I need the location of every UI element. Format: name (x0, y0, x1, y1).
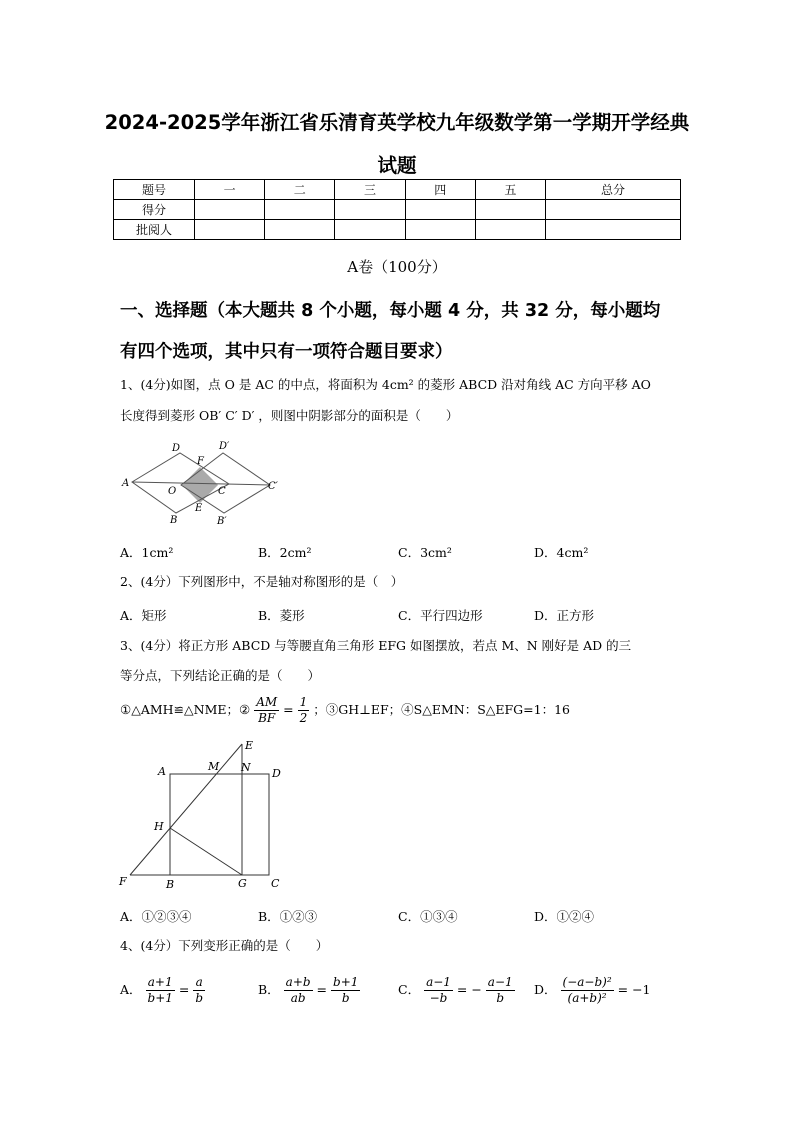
label-e: E (195, 503, 203, 514)
score-cell[interactable] (265, 220, 335, 240)
exam-title-line1: 2024-2025学年浙江省乐清育英学校九年级数学第一学期开学经典 (104, 111, 690, 134)
q2-option-b[interactable]: B．菱形 (258, 608, 305, 623)
fraction (561, 975, 614, 1006)
label-n: N (241, 761, 251, 774)
q3-square-triangle-figure (115, 737, 295, 892)
q3-conclusions (120, 695, 570, 726)
q1-option-b[interactable]: B．2cm² (258, 545, 312, 560)
label-f: F (119, 875, 127, 888)
q2-text: 2、(4分）下列图形中，不是轴对称图形的是（ ） (120, 574, 404, 589)
fraction-numerator: AM (256, 695, 278, 709)
q4-options (120, 975, 685, 1015)
q1-rhombus-figure (118, 436, 288, 528)
q3-text-line2: 等分点，下列结论正确的是（ ） (120, 668, 321, 683)
score-header-cell: 四 (405, 180, 475, 200)
equals-minus-one: = −1 (617, 982, 651, 997)
score-cell[interactable] (335, 200, 405, 220)
score-table-row (114, 220, 681, 240)
fraction-denominator: −b (429, 991, 448, 1005)
score-cell[interactable] (475, 220, 545, 240)
fraction-denominator: BF (258, 711, 276, 725)
line-hg (170, 828, 242, 875)
option-label: A． (120, 982, 142, 997)
volume-label: A卷（100分） (347, 258, 447, 276)
fraction-numerator: a (193, 975, 205, 991)
fraction-denominator: b (496, 991, 505, 1005)
label-c-prime: C′ (268, 481, 278, 492)
equals-sign: = (178, 982, 190, 997)
score-header-cell: 二 (265, 180, 335, 200)
score-header-cell: 五 (475, 180, 545, 200)
q3-option-d[interactable]: D．①②④ (534, 909, 595, 924)
label-h: H (154, 820, 164, 833)
q3-conclusion-3-4: ；③GH⊥EF；④S△EMN：S△EFG=1：16 (313, 702, 570, 717)
equals-minus-sign: = − (456, 982, 482, 997)
fraction-denominator: (a+b)² (567, 991, 607, 1005)
label-f: F (197, 456, 204, 467)
score-cell[interactable] (195, 200, 265, 220)
fraction-numerator: a−1 (426, 975, 451, 989)
score-header-cell: 一 (195, 180, 265, 200)
score-table-row (114, 200, 681, 220)
q2-option-c[interactable]: C．平行四边形 (398, 608, 483, 623)
fraction-numerator: a−1 (487, 975, 513, 989)
label-a: A (122, 478, 130, 489)
option-label: C． (398, 982, 421, 997)
q3-option-b[interactable]: B．①②③ (258, 909, 318, 924)
option-label: B． (258, 982, 280, 997)
fraction (486, 975, 515, 1006)
score-header-cell: 总分 (546, 180, 681, 200)
q4-option-a[interactable] (120, 975, 205, 1006)
score-cell[interactable] (405, 220, 475, 240)
option-label: D． (534, 982, 557, 997)
exam-title-line2: 试题 (377, 154, 417, 177)
fraction-one-half (298, 695, 310, 726)
label-c: C (218, 486, 226, 497)
score-cell[interactable] (546, 220, 681, 240)
q1-text-line1: 1、(4分)如图，点 O 是 AC 的中点，将面积为 4cm² 的菱形 ABCD 沿对角线 AC 方向平移 AO (120, 377, 651, 392)
q3-option-c[interactable]: C．①③④ (398, 909, 458, 924)
fraction-numerator: a+b (285, 975, 311, 989)
score-table (113, 179, 681, 240)
fraction (193, 975, 205, 1006)
label-o: O (168, 486, 177, 497)
score-cell[interactable] (335, 220, 405, 240)
equals-sign: = (316, 982, 328, 997)
fraction (331, 975, 360, 1006)
label-d: D (272, 767, 281, 780)
q4-text: 4、(4分）下列变形正确的是（ ） (120, 938, 329, 953)
score-table-header-row (114, 180, 681, 200)
label-b: B (166, 878, 175, 891)
score-row-label: 批阅人 (114, 220, 195, 240)
q3-options (120, 907, 685, 925)
equals-sign: = (283, 702, 294, 717)
fraction-numerator: b+1 (333, 975, 359, 989)
section-heading-line2: 有四个选项，其中只有一项符合题目要求） (120, 342, 453, 362)
score-header-cell: 三 (335, 180, 405, 200)
fraction-denominator: 2 (299, 711, 308, 725)
fraction-numerator: 1 (299, 695, 308, 709)
label-d-prime: D′ (219, 441, 230, 452)
score-cell[interactable] (405, 200, 475, 220)
label-e: E (245, 739, 254, 752)
fraction (284, 975, 313, 1006)
fraction (146, 975, 175, 1006)
q4-option-b[interactable] (258, 975, 360, 1006)
score-cell[interactable] (475, 200, 545, 220)
q3-option-a[interactable]: A．①②③④ (120, 909, 192, 924)
label-g: G (238, 877, 247, 890)
score-row-label: 得分 (114, 200, 195, 220)
fraction-denominator: b+1 (147, 991, 173, 1005)
fraction-am-bf (254, 695, 279, 726)
section-heading-line1: 一、选择题（本大题共 8 个小题，每小题 4 分，共 32 分，每小题均 (120, 301, 661, 321)
fraction-denominator: b (341, 991, 350, 1005)
label-b-prime: B′ (217, 516, 227, 527)
q2-options (120, 606, 685, 624)
line-fe (130, 744, 242, 875)
fraction-numerator: (−a−b)² (562, 975, 612, 989)
score-cell[interactable] (195, 220, 265, 240)
score-header-cell: 题号 (114, 180, 195, 200)
fraction-denominator: b (195, 991, 204, 1005)
fraction (424, 975, 453, 1006)
label-d: D (172, 443, 181, 454)
q1-text-line2: 长度得到菱形 OB′ C′ D′ ，则图中阴影部分的面积是（ ） (120, 408, 459, 423)
fraction-denominator: ab (290, 991, 306, 1005)
q2-option-a[interactable]: A．矩形 (120, 608, 167, 623)
q2-option-d[interactable]: D．正方形 (534, 608, 595, 623)
score-cell[interactable] (265, 200, 335, 220)
q1-option-d[interactable]: D．4cm² (534, 545, 589, 560)
score-cell[interactable] (546, 200, 681, 220)
q1-option-c[interactable]: C．3cm² (398, 545, 452, 560)
q1-options (120, 543, 685, 561)
label-b: B (170, 515, 178, 526)
q3-text-line1: 3、(4分）将正方形 ABCD 与等腰直角三角形 EFG 如图摆放，若点 M、N 刚好是 AD 的三 (120, 638, 632, 653)
q4-option-d[interactable] (534, 975, 651, 1006)
label-m: M (208, 760, 220, 773)
q3-conclusion-1: ①△AMH≌△NME；② (120, 702, 251, 717)
q4-option-c[interactable] (398, 975, 515, 1006)
q1-option-a[interactable]: A．1cm² (120, 545, 174, 560)
label-c: C (271, 877, 280, 890)
fraction-numerator: a+1 (146, 975, 175, 991)
label-a: A (158, 765, 166, 778)
